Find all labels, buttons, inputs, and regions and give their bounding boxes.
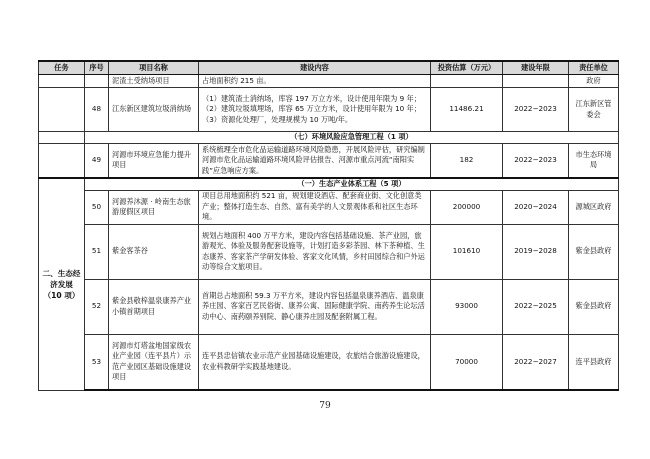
- header-years: 建设年限: [503, 61, 569, 75]
- years-cell: 2022−2025: [503, 279, 569, 334]
- header-unit: 责任单位: [569, 61, 619, 75]
- invest-cell: 200000: [431, 190, 503, 224]
- document-table-region: [38, 60, 618, 391]
- task-cell: [39, 132, 85, 144]
- invest-cell: 11486.21: [431, 88, 503, 132]
- section-row: [39, 178, 619, 191]
- no-cell: 50: [85, 190, 109, 224]
- no-cell: [85, 75, 109, 88]
- section-row: [39, 132, 619, 144]
- task-cell: [39, 75, 85, 88]
- invest-cell: 101610: [431, 224, 503, 279]
- task-cell: [39, 144, 85, 178]
- unit-cell: 紫金县政府: [569, 224, 619, 279]
- invest-cell: 70000: [431, 334, 503, 390]
- years-cell: 2020−2024: [503, 190, 569, 224]
- section-title: （一）生态产业体系工程（5 项）: [85, 178, 619, 191]
- task-category-cell: 二、生态经济发展（10 项）: [39, 178, 85, 391]
- content-cell: 连平县忠信镇农业示范产业园基础设施建设，农旅结合旅游设施建设，农业科教研学实践基地建设。: [199, 334, 431, 390]
- years-cell: [503, 75, 569, 88]
- content-cell: （1）建筑渣土消纳场，库容 197 万立方米，设计使用年限为 9 年；（2）建筑垃圾填埋场，库容 65 万立方米，设计使用年限为 10 年；（3）资源化处理厂，处理规模为 10 万吨/年。: [199, 88, 431, 132]
- no-cell: 53: [85, 334, 109, 390]
- invest-cell: 182: [431, 144, 503, 178]
- name-cell: 紫金县敬梓温泉康养产业小镇首期项目: [109, 279, 199, 334]
- header-no: 序号: [85, 61, 109, 75]
- task-cell: [39, 88, 85, 132]
- unit-cell: 紫金县政府: [569, 279, 619, 334]
- table-row: [39, 75, 619, 88]
- table-row: [39, 190, 619, 224]
- content-cell: 规划占地面积 400 万平方米，建设内容包括基础设施、茶产业园，旅游观光、体验及服务配套设施等，计划打造多彩茶园、林下茶种植、生态康养、客家茶产学研发体验、客家文化风情，乡村田园综合和户外运动等综合文旅项目。: [199, 224, 431, 279]
- unit-cell: 连平县政府: [569, 334, 619, 390]
- no-cell: 51: [85, 224, 109, 279]
- page-number: 79: [319, 401, 331, 411]
- invest-cell: 93000: [431, 279, 503, 334]
- project-table: [38, 60, 619, 391]
- name-cell: 河源养沐源 · 岭南生态旅游度假区项目: [109, 190, 199, 224]
- table-row: [39, 144, 619, 178]
- table-row: [39, 279, 619, 334]
- unit-cell: 市生态环境局: [569, 144, 619, 178]
- no-cell: 52: [85, 279, 109, 334]
- name-cell: 江东新区建筑垃圾消纳场: [109, 88, 199, 132]
- name-cell: 泥渣土受纳场项目: [109, 75, 199, 88]
- years-cell: 2022−2023: [503, 88, 569, 132]
- table-row: [39, 224, 619, 279]
- table-header-row: [39, 61, 619, 75]
- years-cell: 2022−2027: [503, 334, 569, 390]
- years-cell: 2022−2023: [503, 144, 569, 178]
- unit-cell: 政府: [569, 75, 619, 88]
- table-row: [39, 88, 619, 132]
- content-cell: 首期总占地面积 59.3 万平方米，建设内容包括温泉康养酒店、温泉康养庄园、客家百艺民俗街、康养公寓、国际健康学院、南药养生论坛活动中心、南药颐养别院、静心康养庄园及配套附属工程。: [199, 279, 431, 334]
- content-cell: 系统梳理全市危化品运输道路环境风险隐患，开展风险评估，研究编制河源市危化品运输道路环境风险评估报告、河源市重点河流“南阳实践”应急响应方案。: [199, 144, 431, 178]
- no-cell: 48: [85, 88, 109, 132]
- name-cell: 紫金客茶谷: [109, 224, 199, 279]
- table-row: [39, 334, 619, 390]
- years-cell: 2019−2028: [503, 224, 569, 279]
- name-cell: 河源市灯塔盆地国家级农业产业园（连平县片）示范产业园区基础设施建设项目: [109, 334, 199, 390]
- unit-cell: 源城区政府: [569, 190, 619, 224]
- invest-cell: [431, 75, 503, 88]
- content-cell: 占地面积约 215 亩。: [199, 75, 431, 88]
- header-content: 建设内容: [199, 61, 431, 75]
- no-cell: 49: [85, 144, 109, 178]
- section-title: （七）环境风险应急管理工程（1 项）: [85, 132, 619, 144]
- header-name: 项目名称: [109, 61, 199, 75]
- content-cell: 项目总用地面积约 521 亩，规划建设酒店、配套商业街、文化创意类产业；整体打造生态、自然、富有美学的人文景观体系和社区生态环境。: [199, 190, 431, 224]
- name-cell: 河源市环境应急能力提升项目: [109, 144, 199, 178]
- unit-cell: 江东新区管委会: [569, 88, 619, 132]
- header-task: 任务: [39, 61, 85, 75]
- header-invest: 投资估算（万元）: [431, 61, 503, 75]
